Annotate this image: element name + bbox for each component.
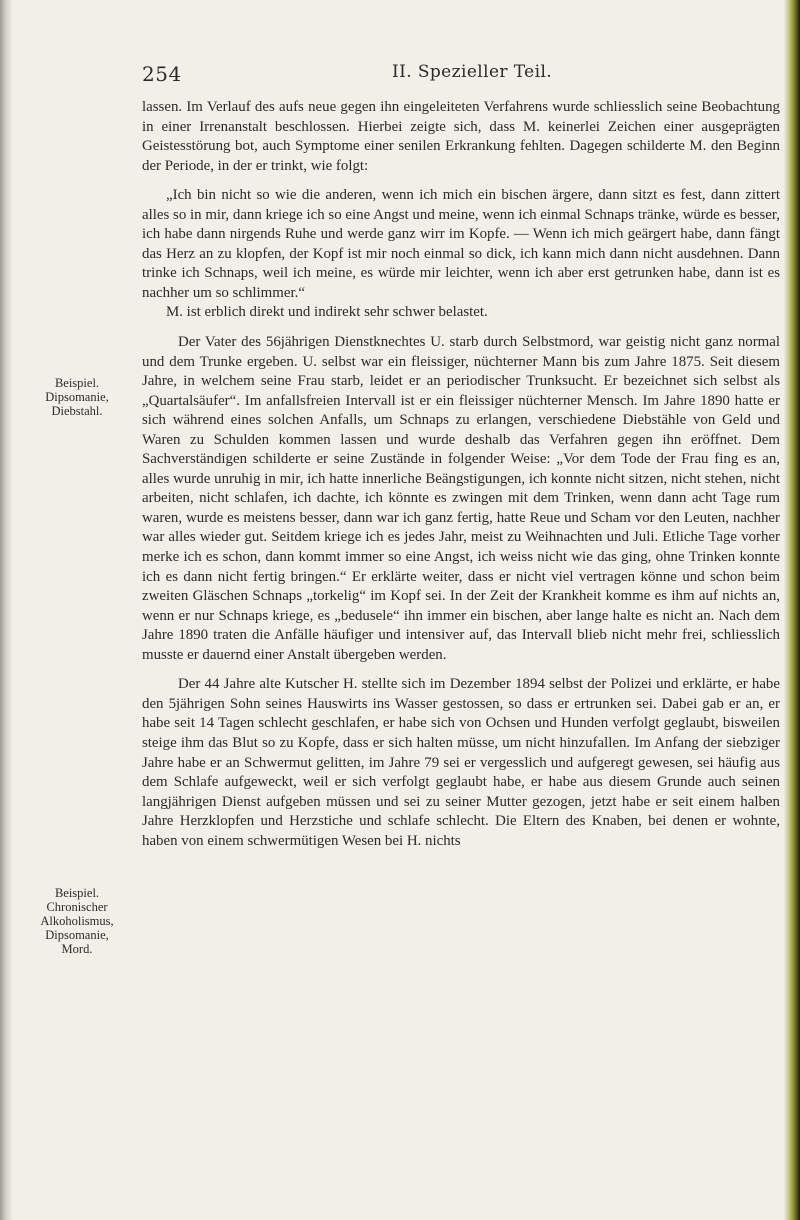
running-head: II. Spezieller Teil. (392, 62, 553, 82)
paragraph-continuation: lassen. Im Verlauf des aufs neue gegen ihn eingeleiteten Verfahrens wurde schliesslich seine Beobachtung in einer Irrenanstalt beschlossen. Hierbei zeigte sich, dass M. keinerlei Zeichen einer ausgeprägten Geistesstörung bot, auch Symptome einer senilen Erkrankung fehlten. Dagegen schilderte M. den Beginn der Periode, in der er trinkt, wie folgt: (142, 99, 780, 174)
scan-edge-left (0, 0, 12, 1220)
paragraph-case-h: Der 44 Jahre alte Kutscher H. stellte sich im Dezember 1894 selbst der Polizei und erklärte, er habe den 5jährigen Sohn seines Hauswirts ins Wasser gestossen, so dass er ertrunken sei. Dabei gab er an, er habe seit 14 Tagen schlecht geschlafen, er habe sich von Ochsen und Hunden verfolgt geglaubt, bisweilen steige ihm das Blut so zu Kopfe, dass er sich halten müsse, um nicht hinzufallen. Im Anfang der siebziger Jahre habe er an Schwermut gelitten, im Jahre 79 sei er vergesslich und aufgeregt gewesen, sei häufig aus dem Schlafe aufgeweckt, weil er sich verfolgt geglaubt habe, er habe aus diesem Grunde auch seinen langjährigen Dienst aufgeben müssen und sei zu seiner Mutter gezogen, jetzt habe er seit einem halben Jahre Herzklopfen und Herzstiche und schlafe schlecht. Die Eltern des Knaben, bei denen er wohnte, haben von einem schwermütigen Wesen bei H. nichts (142, 676, 780, 849)
margin-note-line: Beispiel. (54, 376, 100, 390)
margin-note-line: Alkoholismus, (40, 914, 114, 928)
margin-note-line: Dipsomanie, (45, 390, 109, 404)
margin-note-line: Diebstahl. (51, 404, 103, 418)
page-number: 254 (142, 62, 182, 86)
margin-note-line: Chronischer (46, 900, 108, 914)
scan-edge-right (784, 0, 800, 1220)
margin-note-line: Beispiel. (54, 886, 100, 900)
margin-note-dipsomanie-diebstahl (18, 376, 136, 418)
page-header (142, 62, 688, 88)
body-text (142, 98, 780, 851)
margin-note-line: Dipsomanie, (45, 928, 109, 942)
margin-note-alkoholismus-mord (18, 886, 136, 956)
paragraph-quote: „Ich bin nicht so wie die anderen, wenn ich mich ein bischen ärgere, dann sitzt es fest, dann zittert alles so in mir, dann kriege ich so eine Angst und meine, wenn ich einmal Schnaps tränke, würde es besser, ich habe dann nirgends Ruhe und werde ganz wirr im Kopfe. — Wenn ich mich geärgert habe, dann fängt das Herz an zu klopfen, der Kopf ist mir noch einmal so dick, ich kann mich dann nicht ausdehnen. Dann trinke ich Schnaps, weil ich meine, es würde mir leichter, wenn ich aber erst getrunken habe, dann ist es nachher um so schlimmer.“ (142, 187, 780, 301)
margin-note-line: Mord. (61, 942, 93, 956)
paragraph-heredity-note: M. ist erblich direkt und indirekt sehr schwer belastet. (166, 304, 488, 321)
paragraph-case-u: Der Vater des 56jährigen Dienstknechtes U. starb durch Selbstmord, war geistig nicht ganz normal und dem Trunke ergeben. U. selbst war ein fleissiger, nüchterner Mann bis zum Jahre 1875. Seit diesem Jahre, in welchem seine Frau starb, leidet er an periodischer Trunksucht. Er bezeichnet sich selbst als „Quartalsäufer“. Im anfallsfreien Intervall ist er ein fleissiger nüchterner Mensch. Im Jahre 1890 hatte er sich während eines solchen Anfalls, um Schnaps zu erlangen, verschiedene Diebstähle von Geld und Waren zu Schulden kommen lassen und wurde deshalb das Verfahren gegen ihn eröffnet. Dem Sachverständigen schilderte er seine Zustände in folgender Weise: „Vor dem Tode der Frau fing es an, alles wurde unruhig in mir, ich hatte innerliche Beängstigungen, ich konnte nicht sitzen, nicht stehen, nicht arbeiten, nicht schlafen, ich dachte, ich könnte es zwingen mit dem Trinken, wenn dann acht Tage rum waren, wurde es meistens besser, dann war ich ganz fertig, hatte Reue und Scham vor den Leuten, nachher war alles wieder gut. Seitdem kriege ich es jedes Jahr, meist zu Weihnachten und Juli. Etliche Tage vorher merke ich es schon, dann kommt immer so eine Angst, ich weiss nicht wie das ging, ohne Trinken konnte ich es dann nicht fertig bringen.“ Er erklärte weiter, dass er nicht viel vertragen könne und schon beim zweiten Gläschen Schnaps „torkelig“ im Kopf sei. In der Zeit der Krankheit komme es ihm auf nichts an, wenn er nur Schnaps kriege, es „bedusele“ ihn immer ein bischen, aber lange halte es nicht an. Nach dem Jahre 1890 traten die Anfälle häufiger und intensiver auf, das Intervall blieb nicht mehr frei, schliesslich musste er dauernd einer Anstalt übergeben werden. (142, 334, 780, 663)
